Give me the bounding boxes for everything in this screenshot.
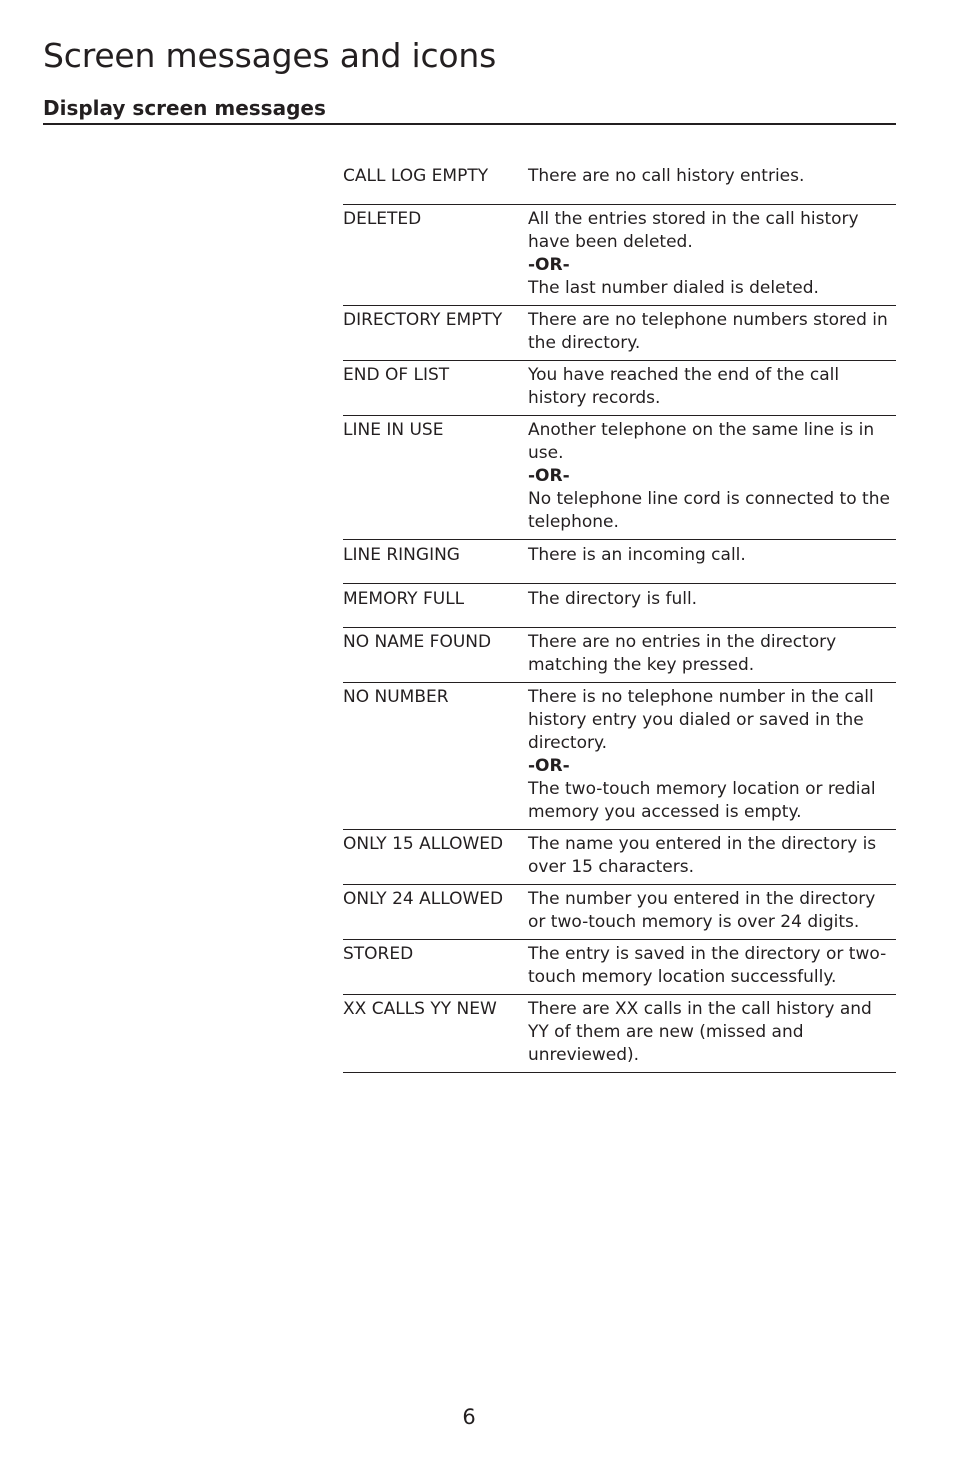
page-title: Screen messages and icons [43, 36, 497, 75]
message-row [343, 830, 896, 885]
description-text: There are no call history entries. [528, 166, 805, 186]
message-code: CALL LOG EMPTY [343, 166, 489, 186]
message-code: STORED [343, 944, 414, 964]
message-description [528, 628, 896, 683]
description-text: The two-touch memory location or redial memory you accessed is empty. [528, 779, 876, 822]
message-code: LINE RINGING [343, 545, 460, 565]
description-text: There are no telephone numbers stored in the directory. [528, 310, 888, 353]
message-code: DELETED [343, 209, 422, 229]
message-description [528, 830, 896, 885]
message-description [528, 940, 896, 995]
section-header [43, 96, 896, 125]
message-row [343, 306, 896, 361]
message-description [528, 540, 896, 584]
description-text: The number you entered in the directory or two-touch memory is over 24 digits. [528, 889, 876, 932]
message-row [343, 683, 896, 830]
description-text: There are XX calls in the call history and YY of them are new (missed and unreviewed). [528, 999, 872, 1065]
message-description [528, 885, 896, 940]
section-title: Display screen messages [43, 96, 326, 120]
message-description [528, 306, 896, 361]
page-number: 6 [462, 1405, 476, 1429]
message-row [343, 205, 896, 306]
message-code: ONLY 15 ALLOWED [343, 834, 504, 854]
message-description [528, 416, 896, 540]
description-text: There are no entries in the directory matching the key pressed. [528, 632, 837, 675]
message-row [343, 540, 896, 584]
message-code: END OF LIST [343, 365, 450, 385]
description-text: The directory is full. [528, 589, 698, 609]
message-description [528, 205, 896, 306]
message-code: LINE IN USE [343, 420, 444, 440]
message-row [343, 416, 896, 540]
or-separator: -OR- [528, 255, 570, 275]
message-row [343, 361, 896, 416]
message-code: DIRECTORY EMPTY [343, 310, 503, 330]
message-row [343, 940, 896, 995]
message-row [343, 628, 896, 683]
message-code: XX CALLS YY NEW [343, 999, 497, 1019]
message-row [343, 995, 896, 1073]
or-separator: -OR- [528, 466, 570, 486]
description-text: The last number dialed is deleted. [528, 278, 819, 298]
message-code: MEMORY FULL [343, 589, 465, 609]
message-description [528, 161, 896, 205]
description-text: The entry is saved in the directory or two-touch memory location successfully. [528, 944, 887, 987]
description-text: Another telephone on the same line is in use. [528, 420, 875, 463]
message-description [528, 683, 896, 830]
message-row [343, 584, 896, 628]
description-text: There is no telephone number in the call history entry you dialed or saved in the directory. [528, 687, 874, 753]
message-description [528, 361, 896, 416]
description-text: No telephone line cord is connected to the telephone. [528, 489, 890, 532]
message-description [528, 995, 896, 1073]
messages-table-body [343, 161, 896, 1073]
message-row [343, 885, 896, 940]
message-row [343, 161, 896, 205]
message-code: NO NUMBER [343, 687, 449, 707]
description-text: There is an incoming call. [528, 545, 746, 565]
message-description [528, 584, 896, 628]
message-code: ONLY 24 ALLOWED [343, 889, 504, 909]
description-text: The name you entered in the directory is over 15 characters. [528, 834, 877, 877]
screen-messages-table [343, 161, 896, 1073]
message-code: NO NAME FOUND [343, 632, 492, 652]
or-separator: -OR- [528, 756, 570, 776]
description-text: All the entries stored in the call history have been deleted. [528, 209, 859, 252]
description-text: You have reached the end of the call history records. [528, 365, 840, 408]
